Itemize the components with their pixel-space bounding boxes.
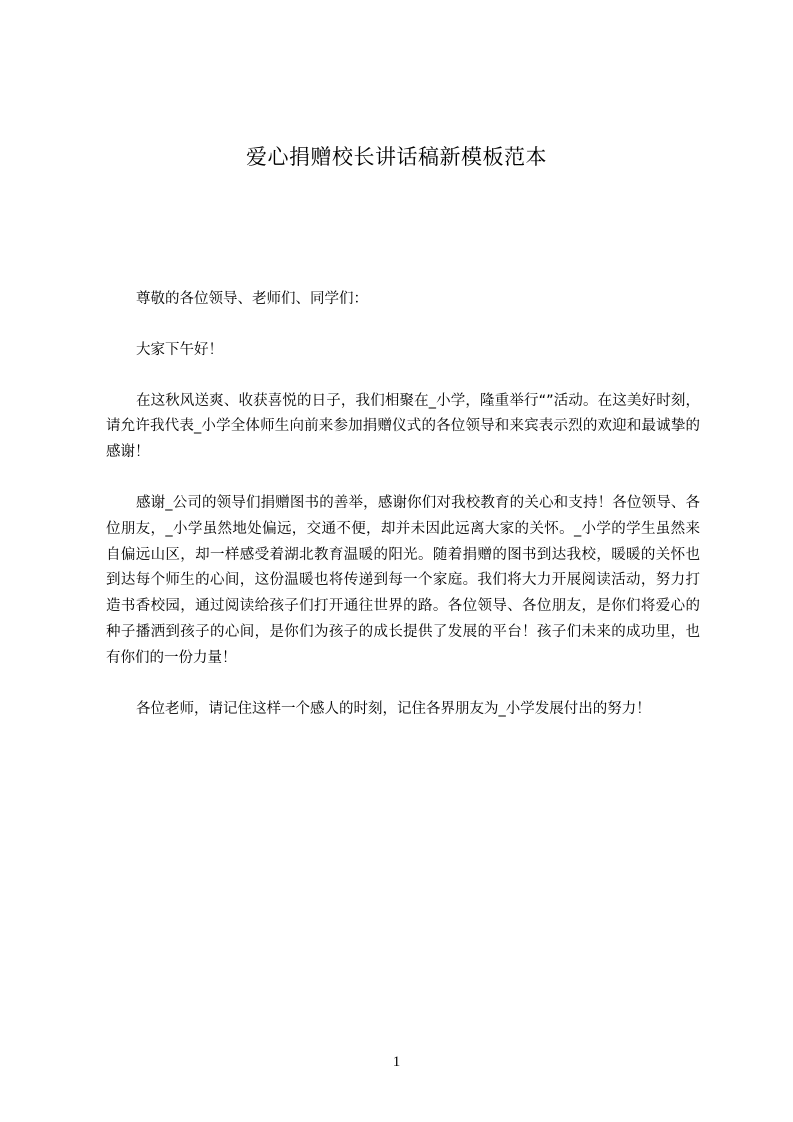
greeting-paragraph: 大家下午好！ (136, 341, 223, 358)
page-number: 1 (392, 1054, 401, 1070)
salutation-paragraph: 尊敬的各位领导、老师们、同学们： (136, 291, 368, 307)
thanks-paragraph: 感谢_公司的领导们捐赠图书的善举，感谢你们对我校教育的关心和支持！各位领导、各位朋友，_小学虽然地处偏远，交通不便，却并未因此远离大家的关怀。_小学的学生虽然来自偏远山区，却一样感受着湖北教育温暖的阳光。随着捐赠的图书到达我校，暖暖的关怀也到达每个师生的心间，这份温暖也将传递到每一个家庭。我们将大力开展阅读活动，努力打造书香校园，通过阅读给孩子们打开通往世界的路。各位领导、各位朋友，是你们将爱心的种子播洒到孩子的心间，是你们为孩子的成长提供了发展的平台！孩子们未来的成功里，也有你们的一份力量！ (106, 494, 700, 666)
document-body (106, 287, 700, 747)
document-title: 爱心捐赠校长讲话稿新模板范本 (246, 145, 547, 169)
closing-paragraph: 各位老师，请记住这样一个感人的时刻，记住各界朋友为_小学发展付出的努力！ (136, 700, 651, 717)
opening-paragraph: 在这秋风送爽、收获喜悦的日子，我们相聚在_小学，隆重举行“”活动。在这美好时刻，请允许我代表_小学全体师生向前来参加捐赠仪式的各位领导和来宾表示烈的欢迎和最诚挚的感谢！ (106, 392, 700, 461)
